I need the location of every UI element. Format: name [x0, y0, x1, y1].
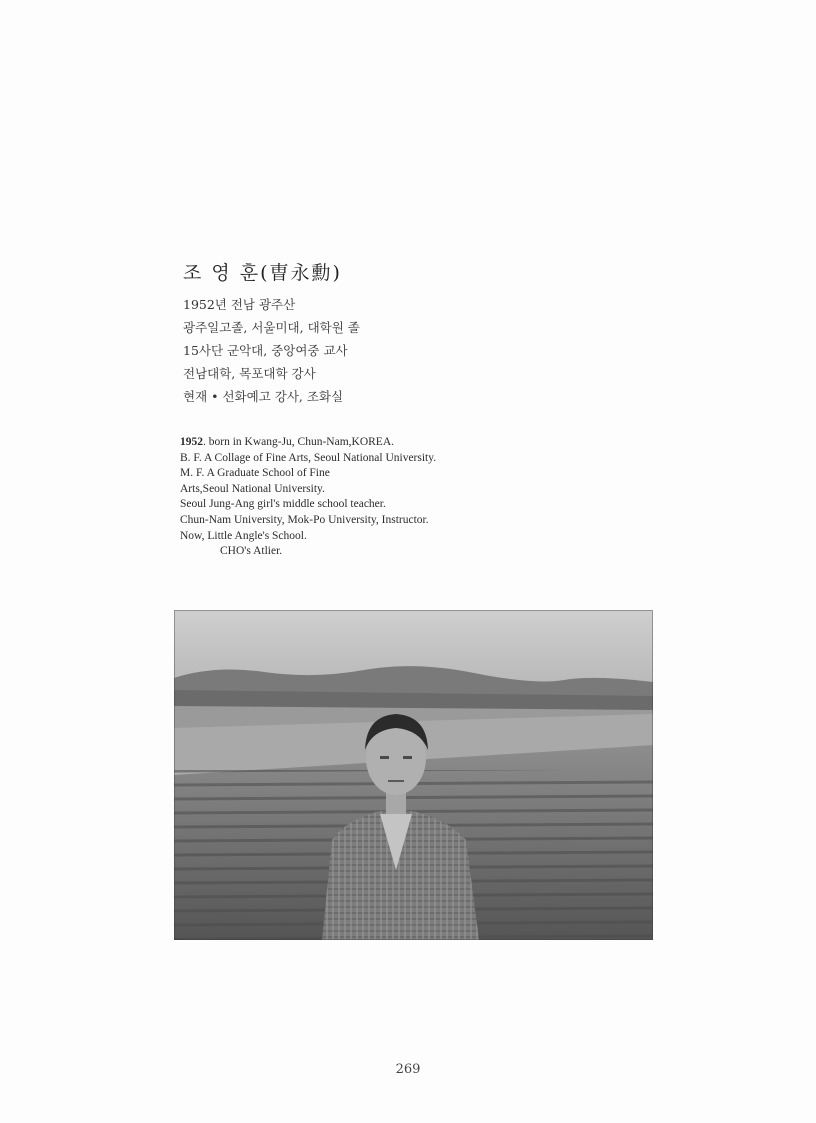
korean-bio-line: 1952년 전남 광주산	[183, 297, 296, 312]
birth-year: 1952	[180, 436, 203, 448]
korean-biography	[183, 293, 360, 408]
english-bio-line: B. F. A Collage of Fine Arts, Seoul National University.	[180, 451, 437, 464]
english-bio-line: CHO's Atlier.	[220, 545, 283, 558]
korean-bio-line: 전남대학, 목포대학 강사	[183, 366, 316, 381]
portrait-photo-drawing	[174, 610, 653, 940]
birth-detail: . born in Kwang-Ju, Chun-Nam,KOREA.	[203, 436, 395, 448]
english-bio-line: Chun-Nam University, Mok-Po University, Instructor.	[180, 513, 429, 526]
artist-name-heading: 조 영 훈(曺永勳)	[183, 262, 342, 284]
page-number: 269	[395, 1062, 421, 1077]
korean-bio-line: 현재 • 선화예고 강사, 조화실	[183, 389, 344, 404]
korean-bio-line: 광주일고졸, 서울미대, 대학원 졸	[183, 320, 360, 335]
english-bio-line: Arts,Seoul National University.	[180, 482, 325, 495]
portrait-photo-icon	[174, 610, 653, 940]
korean-bio-line: 15사단 군악대, 중앙여중 교사	[183, 343, 348, 358]
english-bio-line: Seoul Jung-Ang girl's middle school teacher.	[180, 498, 386, 511]
english-biography	[180, 435, 436, 560]
english-bio-line: M. F. A Graduate School of Fine	[180, 467, 330, 480]
english-bio-line: Now, Little Angle's School.	[180, 529, 307, 542]
english-bio-line	[180, 435, 436, 451]
